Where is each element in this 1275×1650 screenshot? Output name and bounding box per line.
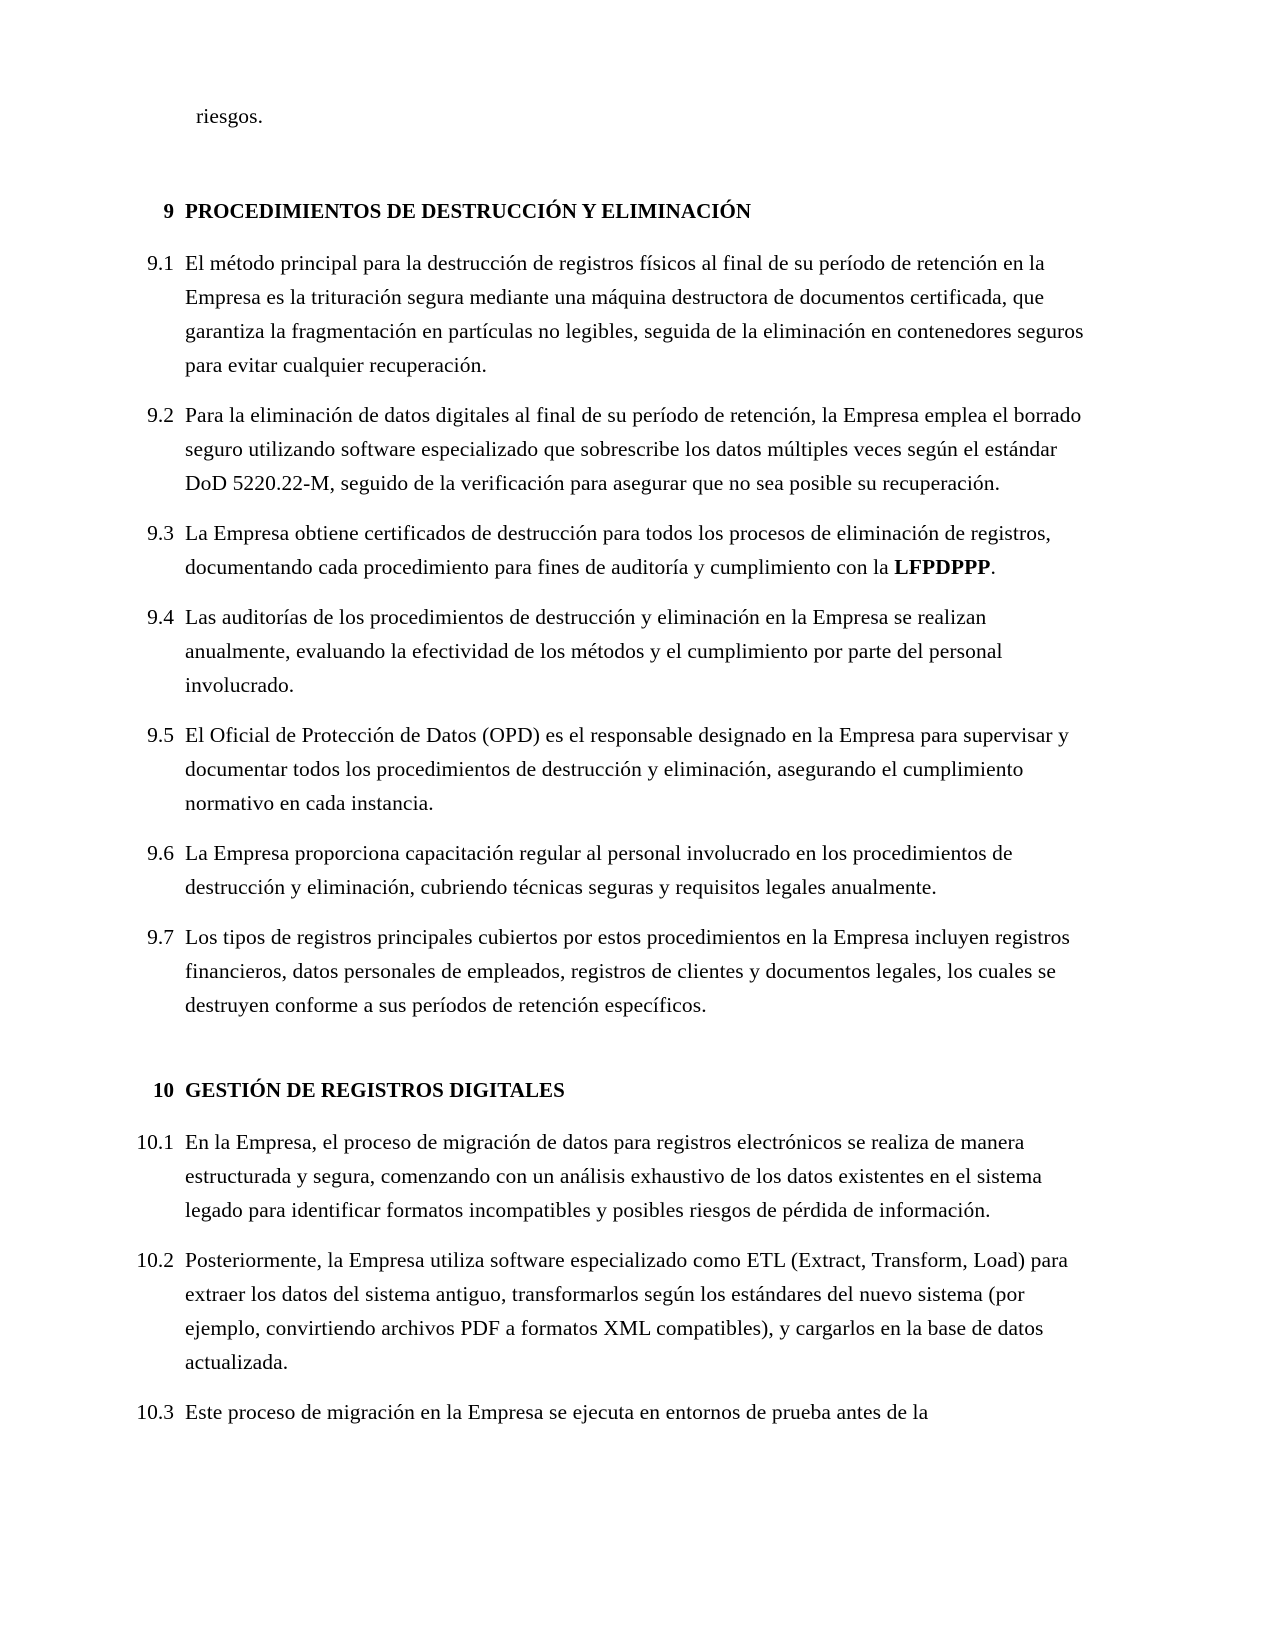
spacer [130, 1022, 1090, 1074]
clause-9-5 [130, 718, 1090, 820]
section-number: 9 [163, 199, 174, 223]
clause-10-2 [130, 1243, 1090, 1379]
clause-number: 9.1 [147, 251, 174, 275]
clause-text: Los tipos de registros principales cubiertos por estos procedimientos en la Empresa incluyen registros financieros, datos personales de empleados, registros de clientes y documentos legales, los cuales se destruyen conforme a sus períodos de retención específicos. [185, 925, 1070, 1017]
clause-text: La Empresa proporciona capacitación regular al personal involucrado en los procedimientos de destrucción y eliminación, cubriendo técnicas seguras y requisitos legales anualmente. [185, 841, 1013, 899]
clause-text: El método principal para la destrucción de registros físicos al final de su período de retención en la Empresa es la trituración segura mediante una máquina destructora de documentos certificada, que garantiza la fragmentación en partículas no legibles, seguida de la eliminación en contenedores seguros para evitar cualquier recuperación. [185, 251, 1084, 377]
clause-text: Las auditorías de los procedimientos de destrucción y eliminación en la Empresa se realizan anualmente, evaluando la efectividad de los métodos y el cumplimiento por parte del personal involucrado. [185, 605, 1003, 697]
spacer [130, 1379, 1090, 1395]
clause-text: En la Empresa, el proceso de migración de datos para registros electrónicos se realiza de manera estructurada y segura, comenzando con un análisis exhaustivo de los datos existentes en el sistema legado para identificar formatos incompatibles y posibles riesgos de pérdida de información. [185, 1130, 1043, 1222]
clause-9-6 [130, 836, 1090, 904]
section-title: GESTIÓN DE REGISTROS DIGITALES [185, 1078, 565, 1102]
clause-text [185, 516, 1090, 584]
spacer [130, 228, 1090, 246]
section-heading-10 [130, 1074, 1090, 1107]
clause-number: 10.1 [136, 1130, 174, 1154]
clause-number: 9.3 [147, 521, 174, 545]
clause-number: 10.2 [136, 1248, 174, 1272]
clause-text-lead: La Empresa obtiene certificados de destrucción para todos los procesos de eliminación de registros, documentando cada procedimiento para fines de auditoría y cumplimiento con la [185, 521, 1052, 579]
spacer [130, 500, 1090, 516]
spacer [130, 382, 1090, 398]
clause-9-7 [130, 920, 1090, 1022]
clause-text: Posteriormente, la Empresa utiliza software especializado como ETL (Extract, Transform, Load) para extraer los datos del sistema antiguo, transformarlos según los estándares del nuevo sistema (por ejemplo, convirtiendo archivos PDF a formatos XML compatibles), y cargarlos en la base de datos actualizada. [185, 1248, 1069, 1374]
clause-9-2 [130, 398, 1090, 500]
clause-10-3 [130, 1395, 1090, 1429]
clause-9-4 [130, 600, 1090, 702]
clause-number: 9.6 [147, 841, 174, 865]
spacer [130, 584, 1090, 600]
spacer [130, 702, 1090, 718]
section-title: PROCEDIMIENTOS DE DESTRUCCIÓN Y ELIMINACIÓN [185, 199, 752, 223]
spacer [130, 1227, 1090, 1243]
spacer [130, 820, 1090, 836]
clause-number: 9.7 [147, 925, 174, 949]
section-heading-9 [130, 195, 1090, 228]
clause-9-1 [130, 246, 1090, 382]
clause-9-3 [130, 516, 1090, 584]
clause-10-1 [130, 1125, 1090, 1227]
spacer [130, 904, 1090, 920]
clause-text: Este proceso de migración en la Empresa se ejecuta en entornos de prueba antes de la [185, 1400, 929, 1424]
spacer [130, 1107, 1090, 1125]
clause-text: Para la eliminación de datos digitales al final de su período de retención, la Empresa emplea el borrado seguro utilizando software especializado que sobrescribe los datos múltiples veces según el estándar DoD 5220.22-M, seguido de la verificación para asegurar que no sea posible su recuperación. [185, 403, 1082, 495]
clause-text-tail: . [990, 555, 997, 579]
clause-text: El Oficial de Protección de Datos (OPD) es el responsable designado en la Empresa para supervisar y documentar todos los procedimientos de destrucción y eliminación, asegurando el cumplimiento normativo en cada instancia. [185, 723, 1069, 815]
carryover-text: riesgos. [196, 104, 264, 128]
page-content [130, 100, 1090, 1429]
clause-number: 9.5 [147, 723, 174, 747]
clause-number: 10.3 [136, 1400, 174, 1424]
spacer [130, 133, 1090, 195]
law-acronym-lfpdppp: LFPDPPP [894, 555, 991, 579]
section-number: 10 [153, 1078, 174, 1102]
clause-number: 9.4 [147, 605, 174, 629]
clause-number: 9.2 [147, 403, 174, 427]
